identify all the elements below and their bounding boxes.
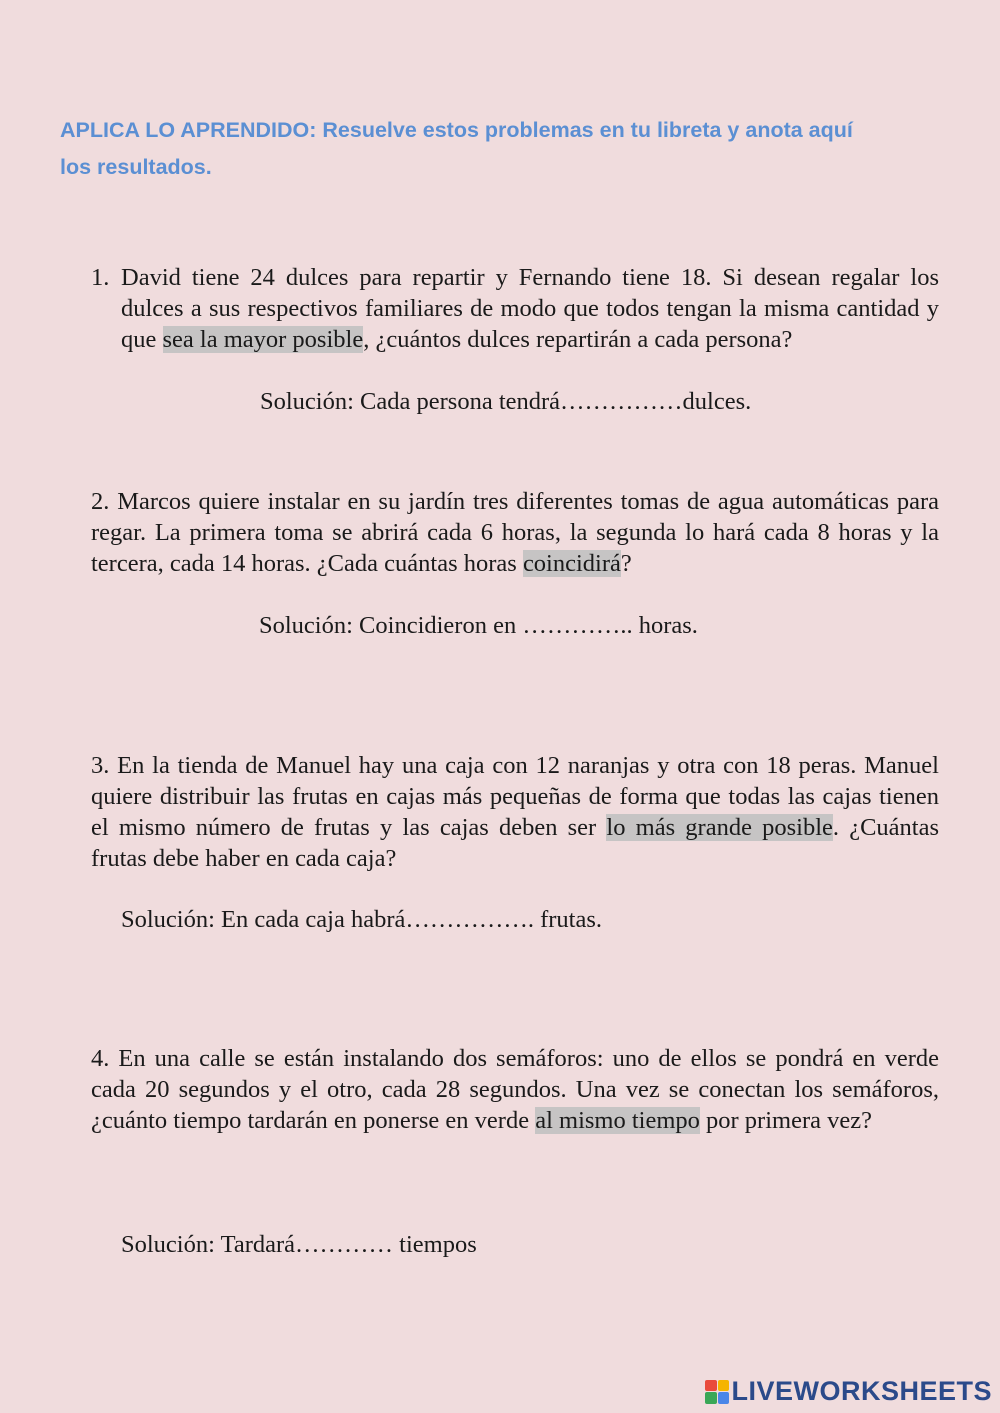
problem-1-text-before: David tiene 24 dulces para repartir y Fernando tiene 18. Si desean regalar los dulces a sus respectivos familiares de modo que todos tengan la misma cantidad y que <box>121 264 939 353</box>
solution-3: Solución: En cada caja habrá……………. frutas. <box>121 906 603 933</box>
liveworksheets-logo-text: LIVEWORKSHEETS <box>731 1376 992 1406</box>
problem-2-text-before: 2. Marcos quiere instalar en su jardín tres diferentes tomas de agua automáticas para regar. La primera toma se abrirá cada 6 horas, la segunda lo hará cada 8 horas y la tercera, cada 14 horas. ¿Cada cuántas horas <box>91 488 939 577</box>
logo-square-yellow <box>718 1380 730 1392</box>
logo-square-red <box>705 1380 717 1392</box>
problem-1-number: 1. <box>91 264 110 291</box>
problem-2-highlight: coincidirá <box>522 550 621 577</box>
instructions-heading <box>60 112 940 186</box>
liveworksheets-logo <box>705 1376 992 1407</box>
problem-2 <box>91 486 939 579</box>
problem-3 <box>91 750 939 874</box>
problem-4-highlight: al mismo tiempo <box>535 1107 700 1134</box>
problem-3-highlight: lo más grande posible <box>606 814 833 841</box>
problem-4-text-after: por primera vez? <box>699 1107 872 1134</box>
problem-1 <box>91 262 939 355</box>
logo-square-green <box>705 1392 717 1404</box>
problem-1-text-after: , ¿cuántos dulces repartirán a cada persona? <box>363 326 793 353</box>
problem-2-text-after: ? <box>620 550 632 577</box>
logo-square-blue <box>718 1392 730 1404</box>
problem-4-text-before: 4. En una calle se están instalando dos semáforos: uno de ellos se pondrá en verde cada 20 segundos y el otro, cada 28 segundos. Una vez se conectan los semáforos, ¿cuánto tiempo tardarán en ponerse en verde <box>91 1045 939 1134</box>
solution-2: Solución: Coincidieron en ………….. horas. <box>259 612 698 639</box>
problem-4 <box>91 1043 939 1136</box>
solution-4: Solución: Tardará………… tiempos <box>121 1231 477 1258</box>
problem-1-text <box>121 262 939 355</box>
problem-3-text-before: 3. En la tienda de Manuel hay una caja con 12 naranjas y otra con 18 peras. Manuel quiere distribuir las frutas en cajas más pequeñas de forma que todas las cajas tienen el mismo número de frutas y las cajas deben ser <box>91 752 939 841</box>
problem-3-text-after: . ¿Cuántas frutas debe haber en cada caja? <box>91 814 939 872</box>
instructions-line-2: los resultados. <box>60 155 212 179</box>
solution-1: Solución: Cada persona tendrá……………dulces. <box>260 388 752 415</box>
instructions-line-1: APLICA LO APRENDIDO: Resuelve estos problemas en tu libreta y anota aquí <box>60 118 853 142</box>
liveworksheets-logo-icon <box>705 1380 729 1404</box>
problem-1-highlight: sea la mayor posible <box>162 326 364 353</box>
